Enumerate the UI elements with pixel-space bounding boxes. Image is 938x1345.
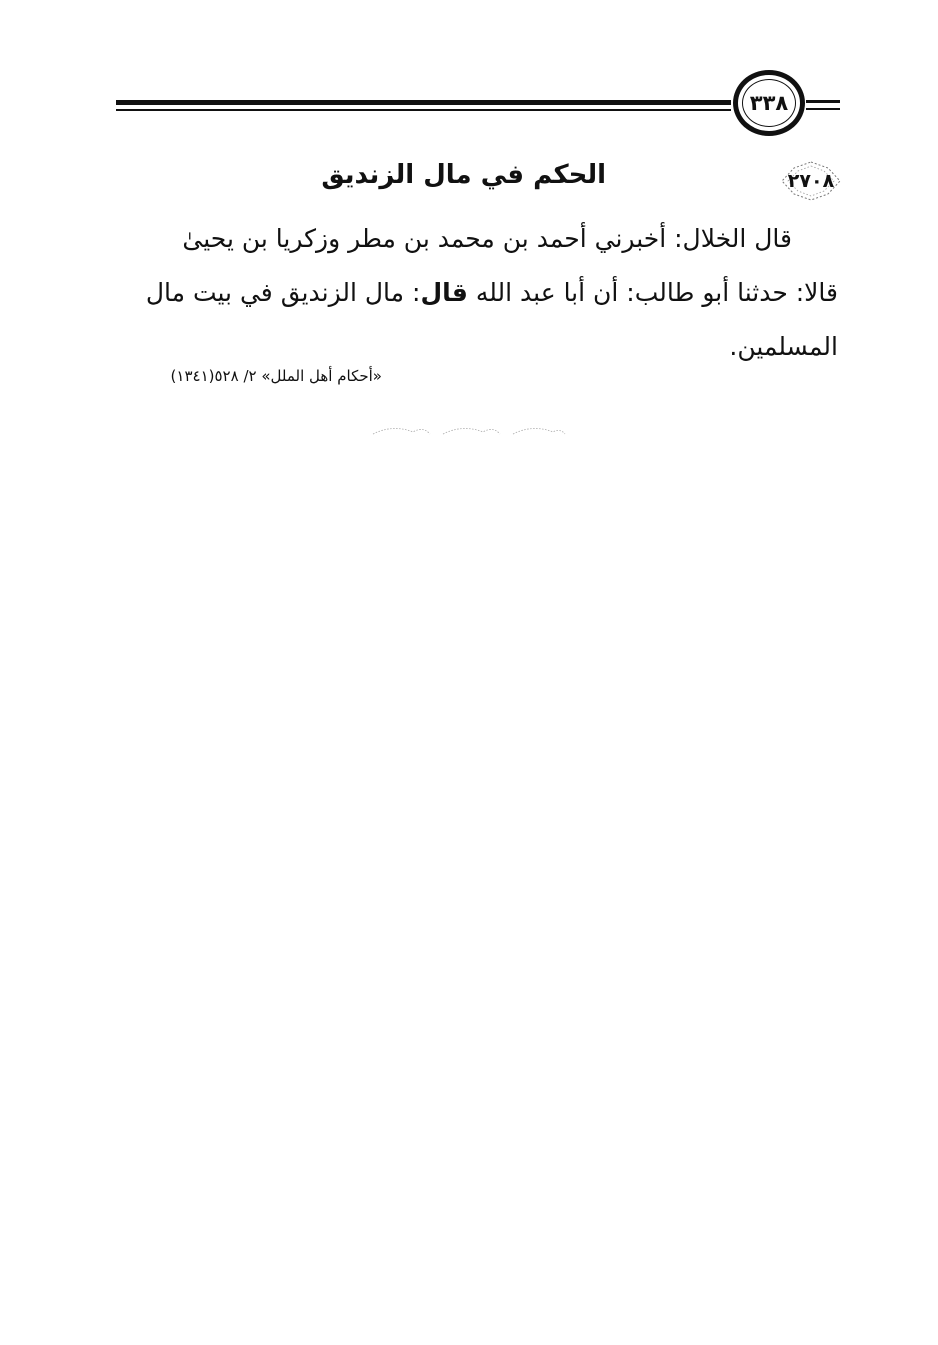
separator-ornament-icon (368, 422, 568, 438)
citation (171, 367, 382, 385)
header-rule-thin (116, 109, 731, 111)
entry-title: الحكم في مال الزنديق (321, 160, 606, 190)
entry-number: ٢٧٠٨ (787, 170, 835, 192)
text-segment: قالا: حدثنا أبو طالب: أن أبا عبد الله (475, 278, 838, 307)
citation-source: «أحكام أهل الملل» (261, 367, 382, 385)
page-header (0, 0, 938, 150)
page-number: ٣٣٨ (749, 91, 789, 115)
text-line: قال الخلال: أخبرني أحمد بن محمد بن مطر وزكريا بن يحيىٰ (182, 224, 792, 253)
entry-heading (0, 150, 938, 200)
hadith-text (108, 212, 838, 374)
text-line (108, 266, 838, 320)
text-segment: : مال الزنديق في بيت مال (145, 278, 421, 307)
entry-number-badge (778, 160, 844, 202)
text-segment-bold: قال (420, 278, 468, 307)
header-rule-right (806, 100, 840, 103)
header-rule-thick (116, 100, 731, 105)
citation-reference: ٢/ ٥٢٨(١٣٤١) (170, 367, 257, 385)
text-line: المسلمين. (729, 332, 838, 361)
page-number-badge (733, 70, 805, 136)
header-rule-right-thin (806, 108, 840, 110)
